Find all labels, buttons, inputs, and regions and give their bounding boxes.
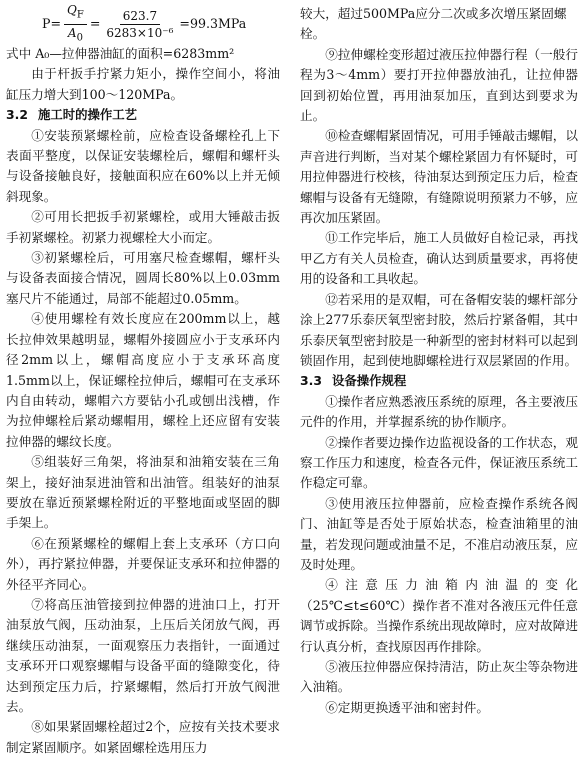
formula-q-sub: F — [76, 9, 84, 21]
section-number: 3.2 — [6, 107, 28, 123]
list-item: ②操作者要边操作边监视设备的工作状态，观察工作压力和速度，检查各元件，保证液压系统工作稳定可靠。 — [300, 434, 578, 491]
formula-numerator: 623.7 — [120, 8, 160, 25]
formula-result: =99.3MPa — [179, 15, 247, 31]
paragraph: 由于杆扳手拧紧力矩小，操作空间小，将油缸压力增大到100～120MPa。 — [6, 66, 280, 102]
list-item: ④注意压力油箱内油温的变化（25℃≤t≤60℃）操作者不准对各液压元件任意调节或拆除。当操作系统出现故障时，应对故障进行认真分析，查找原因再作排除。 — [300, 577, 578, 654]
list-item: ④使用螺栓有效长度应在200mm以上，越长拉伸效果越明显，螺帽外接圆应小于支承环内径2mm以上，螺帽高度应小于支承环高度1.5mm以上，保证螺栓拉伸后，螺帽可在支承环内自由转动，螺帽六方要钻小孔或刨出浅槽，作为拉伸螺栓后紧动螺帽用，螺栓上还应留有安装拉伸器的螺纹长度。 — [6, 311, 280, 449]
list-item: ⑥在预紧螺栓的螺帽上套上支承环（方口向外），再拧紧拉伸器，并要保证支承环和拉伸器的外径平齐同心。 — [6, 535, 280, 592]
list-item: ⑤组装好三角架，将油泵和油箱安装在三角架上，接好油泵进油管和出油管。组装好的油泵要放在靠近预紧螺栓附近的平整地面或坚固的脚手架上。 — [6, 454, 280, 531]
section-number: 3.3 — [300, 373, 322, 389]
formula-fraction-symbolic — [64, 2, 87, 46]
formula-a-sub: 0 — [76, 31, 83, 43]
section-heading-3-3 — [300, 371, 578, 391]
list-item: ⑫若采用的是双帽，可在备帽安装的螺杆部分涂上277乐泰厌氧型密封胶，然后拧紧备帽，其中乐泰厌氧型密封胶是一种新型的密封材料可以起到锁固作用，起到使地脚螺栓进行双层紧固的作用。 — [300, 291, 578, 368]
formula-q: Q — [67, 3, 77, 18]
list-item: ⑦将高压油管接到拉伸器的进油口上，打开油泵放气阀，压动油泵，上压后关闭放气阀，再继续压动油泵，一面观察压力表指针，一面通过支承环开口观察螺帽与设备平面的缝隙变化，待达到预定压力后，拧紧螺帽，然后打开放气阀泄去。 — [6, 596, 280, 714]
list-item: ⑤液压拉伸器应保持清洁，防止灰尘等杂物进入油箱。 — [300, 659, 578, 695]
list-item: ③初紧螺栓后，可用塞尺检查螺帽，螺杆头与设备表面接合情况，圆周长80%以上0.03mm塞尺片不能通过，局部不能超过0.05mm。 — [6, 250, 280, 306]
list-item: ⑩检查螺帽紧固情况，可用手锤敲击螺帽，以声音进行判断，当对某个螺栓紧固力有怀疑时，可用拉伸器进行校核，待油泵达到预定压力后，检查螺帽与设备有无缝隙，有缝隙说明预紧力不够，应再次加压紧固。 — [300, 128, 578, 226]
formula-lhs: P= — [42, 15, 62, 31]
left-column — [6, 4, 280, 758]
formula-eq: = — [89, 15, 101, 31]
formula-fraction-numeric — [103, 8, 176, 41]
section-title: 施工时的操作工艺 — [37, 107, 138, 123]
list-item: ⑪工作完毕后，施工人员做好自检记录，再找甲乙方有关人员检查，确认达到质量要求，再将使用的设备和工具收起。 — [300, 230, 578, 287]
list-item: ①安装预紧螺栓前，应检查设备螺栓孔上下表面平整度，以保证安装螺栓后，螺帽和螺杆头与设备接触良好，接触面积应在60%以上并无倾斜现象。 — [6, 127, 280, 204]
list-item: ③使用液压拉伸器前，应检查操作系统各阀门、油缸等是否处于原始状态，检查油箱里的油量，若发现问题或油量不足，不准启动液压泵，应及时处理。 — [300, 495, 578, 572]
formula-denominator: 6283×10⁻⁶ — [106, 25, 174, 40]
list-item: ②可用长把扳手初紧螺栓，或用大锤敲击扳手初紧螺栓。初紧力视螺栓大小而定。 — [6, 209, 280, 245]
formula-where: 式中 A₀—拉伸器油缸的面积=6283mm² — [6, 46, 235, 61]
section-heading-3-2 — [6, 105, 280, 125]
list-item: ⑥定期更换透平油和密封件。 — [325, 699, 489, 715]
list-item: ①操作者应熟悉液压系统的原理，各主要液压元件的作用，并掌握系统的协作顺序。 — [300, 393, 578, 430]
formula-a: A — [67, 25, 77, 40]
stress-formula — [6, 4, 280, 44]
list-item: ⑧如果紧固螺栓超过2个，应按有关技术要求制定紧固顺序。如紧固螺栓选用压力 — [6, 719, 280, 755]
list-item: ⑨拉伸螺栓变形超过液压拉伸器行程（一般行程为3～4mm）要打开拉伸器放油孔，让拉伸器回到初始位置，再用油泵加压，直到达到要求为止。 — [300, 46, 578, 124]
section-title: 设备操作规程 — [331, 373, 407, 389]
right-column — [300, 4, 578, 718]
continued-paragraph: 较大，超过500MPa应分二次或多次增压紧固螺栓。 — [300, 6, 567, 42]
